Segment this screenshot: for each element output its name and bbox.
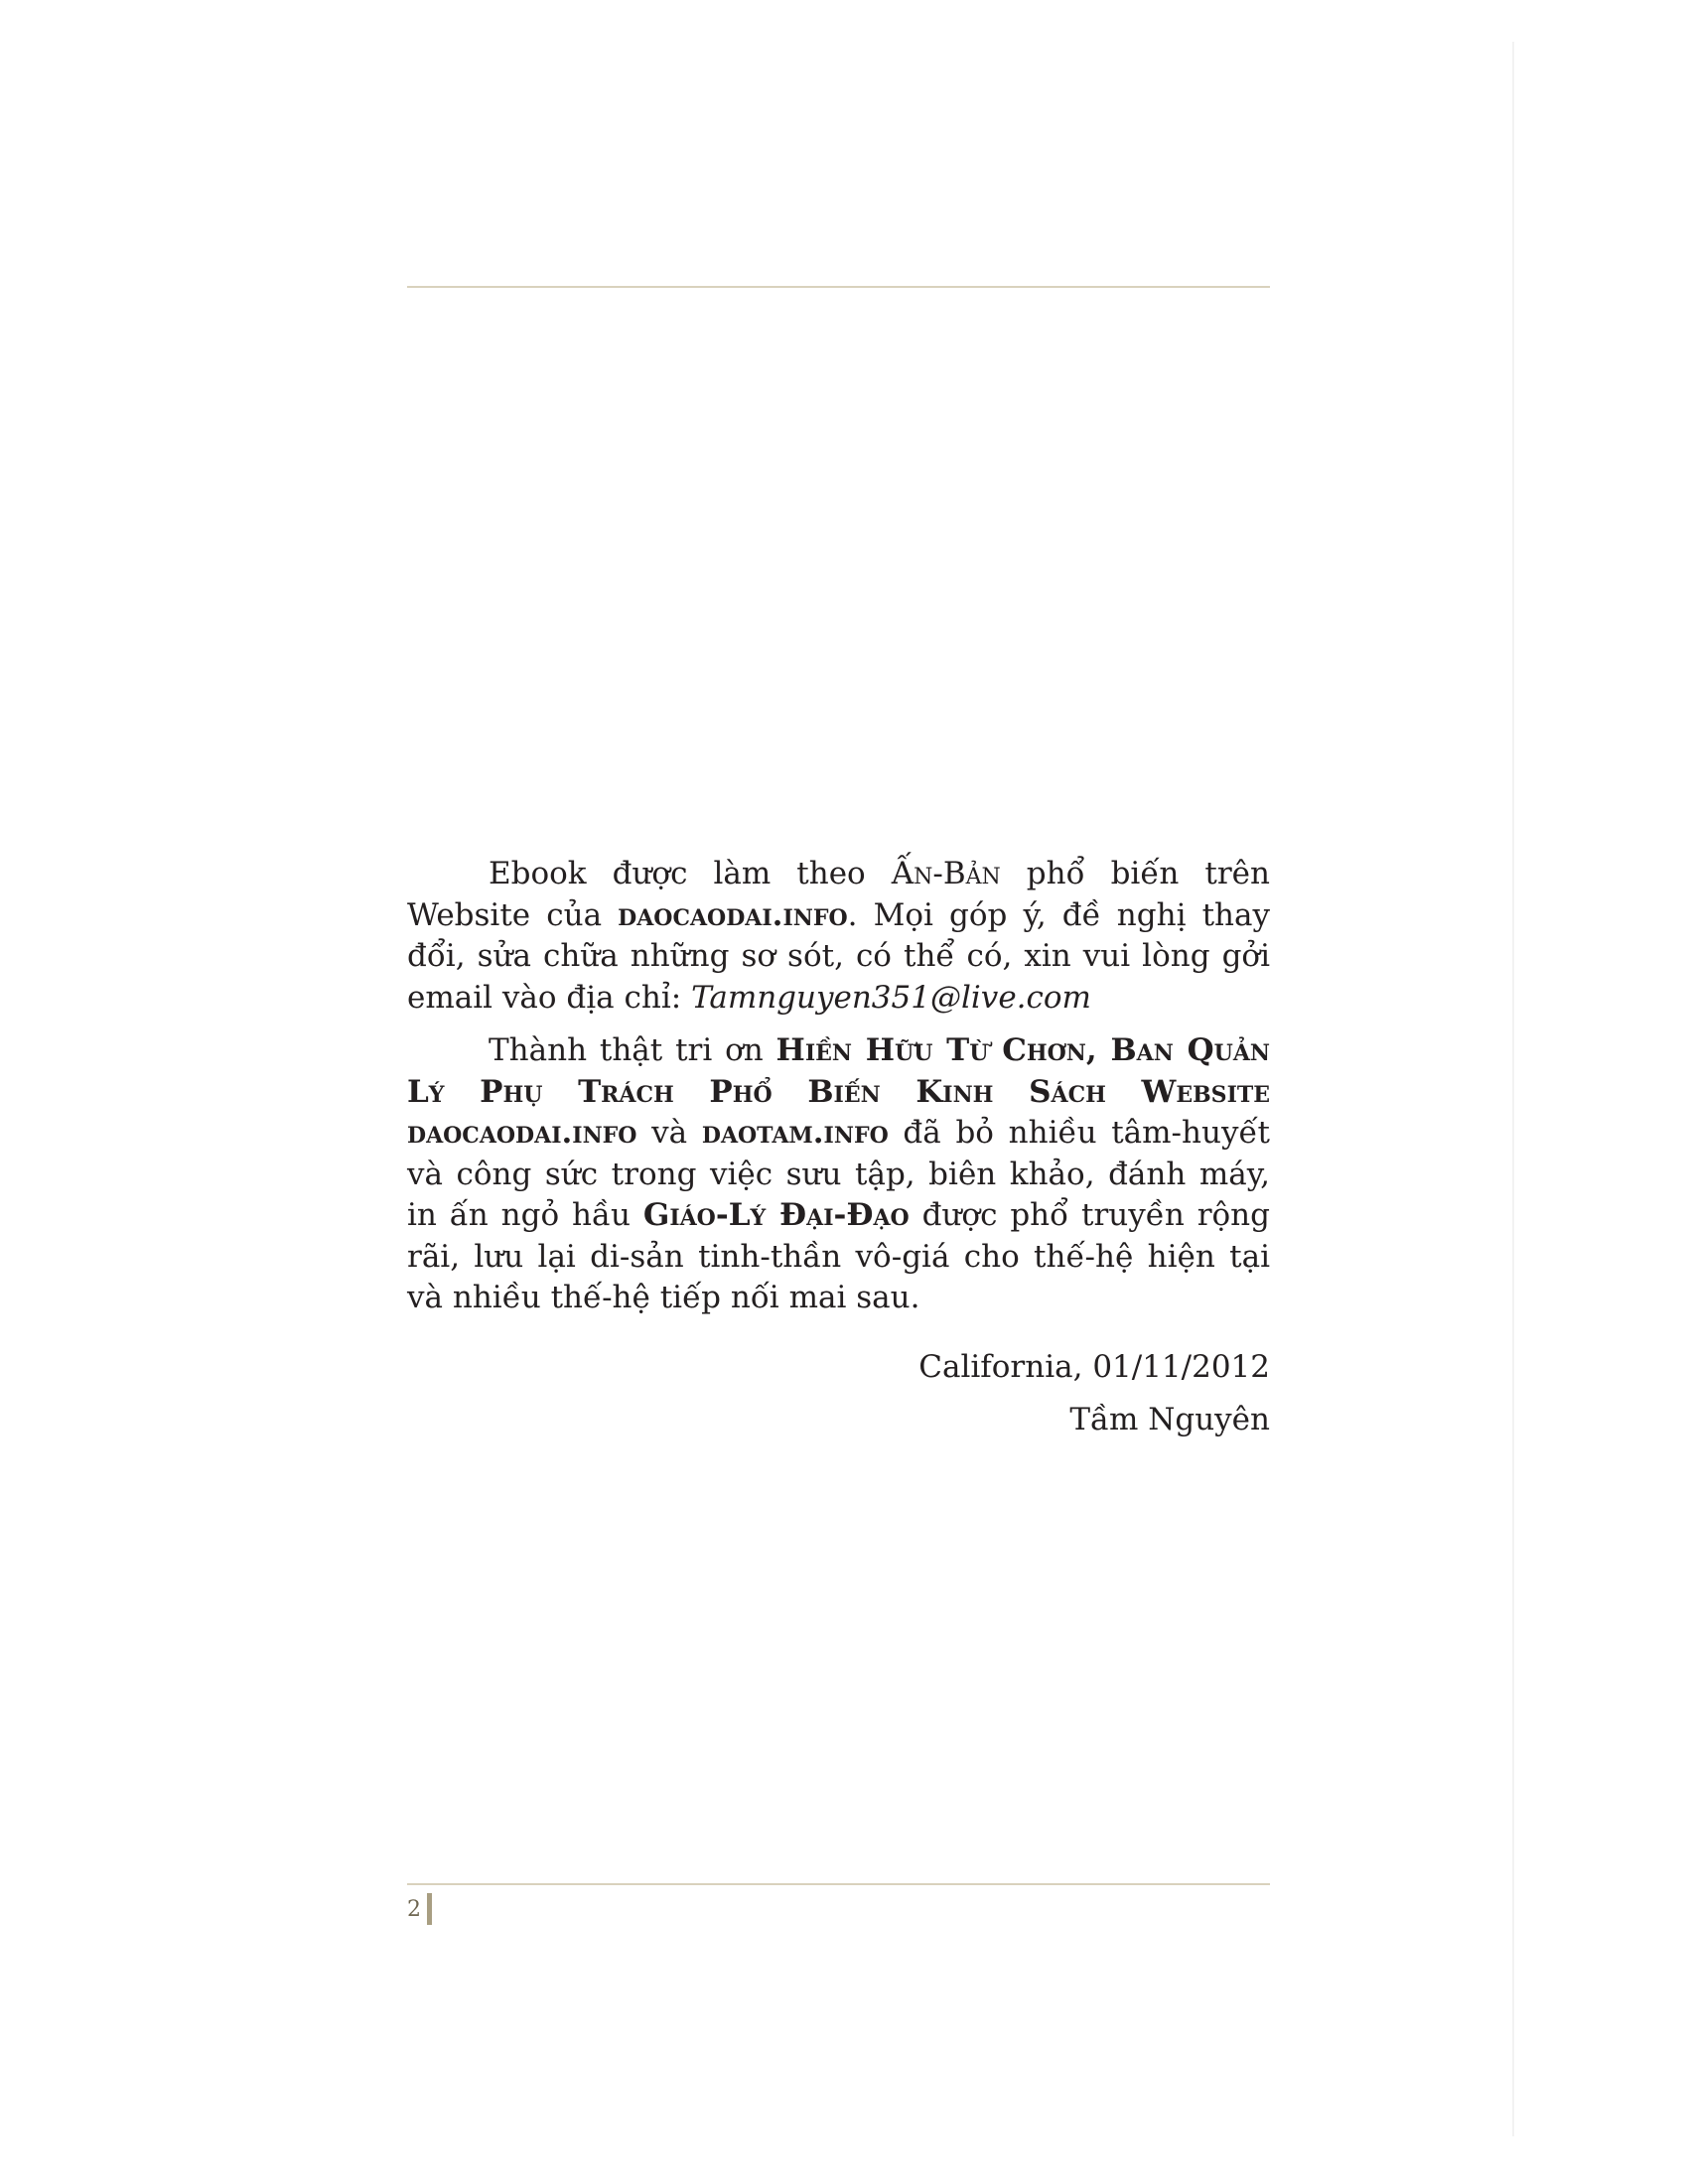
page-edge-divider <box>1512 42 1514 2136</box>
place-date: California, 01/11/2012 <box>918 1348 1270 1385</box>
footer-rule <box>407 1883 1270 1885</box>
author-name: Tầm Nguyên <box>1069 1401 1270 1437</box>
signature-block <box>407 1341 1270 1446</box>
page-number: 2 <box>407 1896 421 1922</box>
ban-quan-ly: Ban Quản Lý Phụ Trách Phổ Biến Kinh Sách Website daocaodai.info <box>407 1032 1270 1151</box>
folio-bar-mark <box>427 1893 432 1925</box>
header-rule <box>407 286 1270 288</box>
an-ban-term: Ấn-Bản <box>891 856 1001 891</box>
giao-ly-dai-dao: Giáo-Lý Đại-Đạo <box>642 1197 910 1233</box>
body-text <box>407 854 1270 1446</box>
paragraph-acknowledgement: Thành thật tri ơn Hiền Hữu Từ Chơn, Ban Quản Lý Phụ Trách Phổ Biến Kinh Sách Website daocaodai.info và daotam.info đã bỏ nhiều tâm-huyết và công sức trong việc sưu tập, biên khảo, đánh máy, in ấn ngỏ hầu Giáo-Lý Đại-Đạo được phổ truyền rộng rãi, lưu lại di-sản tinh-thần vô-giá cho thế-hệ hiện tại và nhiều thế-hệ tiếp nối mai sau. <box>407 1032 1270 1315</box>
paragraph-ebook-note: Ebook được làm theo Ấn-Bản phổ biến trên Website của daocaodai.info. Mọi góp ý, đề nghị thay đổi, sửa chữa những sơ sót, có thể có, xin vui lòng gởi email vào địa chỉ: Tamnguyen351@live.com <box>407 856 1270 1016</box>
contact-email: Tamnguyen351@live.com <box>691 979 1091 1016</box>
page-folio <box>407 1892 432 1926</box>
hien-huu-tu-chon: Hiền Hữu Từ Chơn <box>775 1032 1086 1068</box>
website-name: daocaodai.info <box>618 896 848 933</box>
daotam-site: daotam.info <box>701 1115 889 1151</box>
